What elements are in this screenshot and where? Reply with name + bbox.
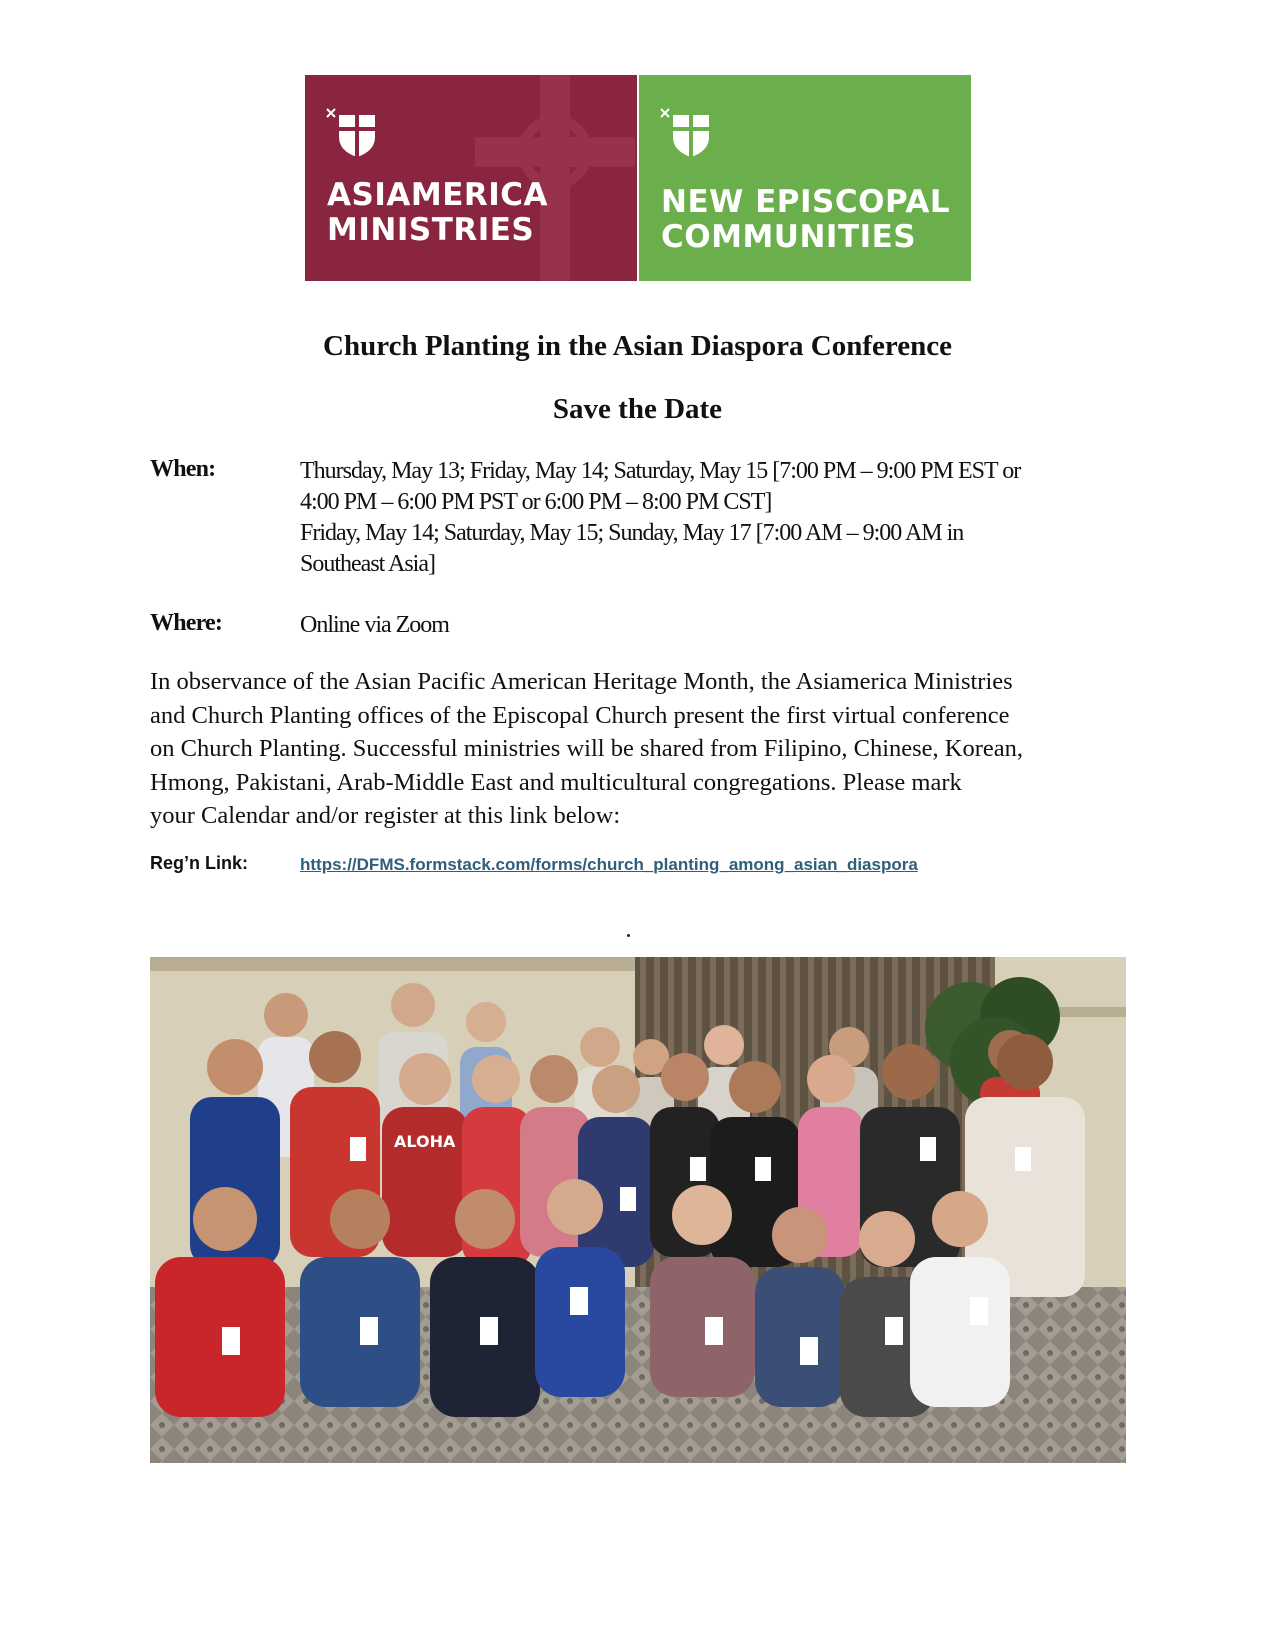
description-line: your Calendar and/or register at this link below: <box>150 802 621 829</box>
group-photo <box>150 957 1126 1463</box>
page-subtitle: Save the Date <box>552 393 723 425</box>
aloha-shirt-text: ALOHA <box>394 1132 456 1151</box>
registration-label: Reg’n Link: <box>150 853 248 873</box>
when-line: 4:00 PM – 6:00 PM PST or 6:00 PM – 8:00 PM CST] <box>300 489 772 515</box>
asiamerica-ministries-logo <box>305 75 637 281</box>
where-value: Online via Zoom <box>300 612 449 638</box>
where-label: Where: <box>150 610 223 636</box>
header-logo <box>305 75 971 281</box>
when-line: Southeast Asia] <box>300 551 435 577</box>
episcopal-shield-icon <box>659 107 717 159</box>
when-value <box>300 456 1130 580</box>
logo-line: ASIAMERICA <box>327 177 549 213</box>
logo-line: MINISTRIES <box>327 212 535 248</box>
logo-text-new-episcopal <box>661 185 950 255</box>
registration-link[interactable]: https://DFMS.formstack.com/forms/church_planting_among_asian_diaspora <box>300 855 918 874</box>
when-line: Thursday, May 13; Friday, May 14; Saturday, May 15 [7:00 PM – 9:00 PM EST or <box>300 458 1021 484</box>
description-line: In observance of the Asian Pacific American Heritage Month, the Asiamerica Ministries <box>150 668 1013 695</box>
logo-line: NEW EPISCOPAL <box>661 184 951 220</box>
description-line: on Church Planting. Successful ministries will be shared from Filipino, Chinese, Korean, <box>150 735 1024 762</box>
description-line: and Church Planting offices of the Episcopal Church present the first virtual conference <box>150 701 1010 729</box>
description-paragraph <box>150 665 1130 833</box>
logo-text-asiamerica <box>327 178 548 248</box>
page-title: Church Planting in the Asian Diaspora Conference <box>323 330 952 362</box>
stray-dot <box>627 934 630 937</box>
episcopal-shield-icon <box>325 107 383 159</box>
when-line: Friday, May 14; Saturday, May 15; Sunday, May 17 [7:00 AM – 9:00 AM in <box>300 520 964 546</box>
when-label: When: <box>150 456 216 482</box>
description-line: Hmong, Pakistani, Arab-Middle East and multicultural congregations. Please mark <box>150 768 962 796</box>
new-episcopal-communities-logo <box>639 75 971 281</box>
logo-line: COMMUNITIES <box>661 219 917 255</box>
